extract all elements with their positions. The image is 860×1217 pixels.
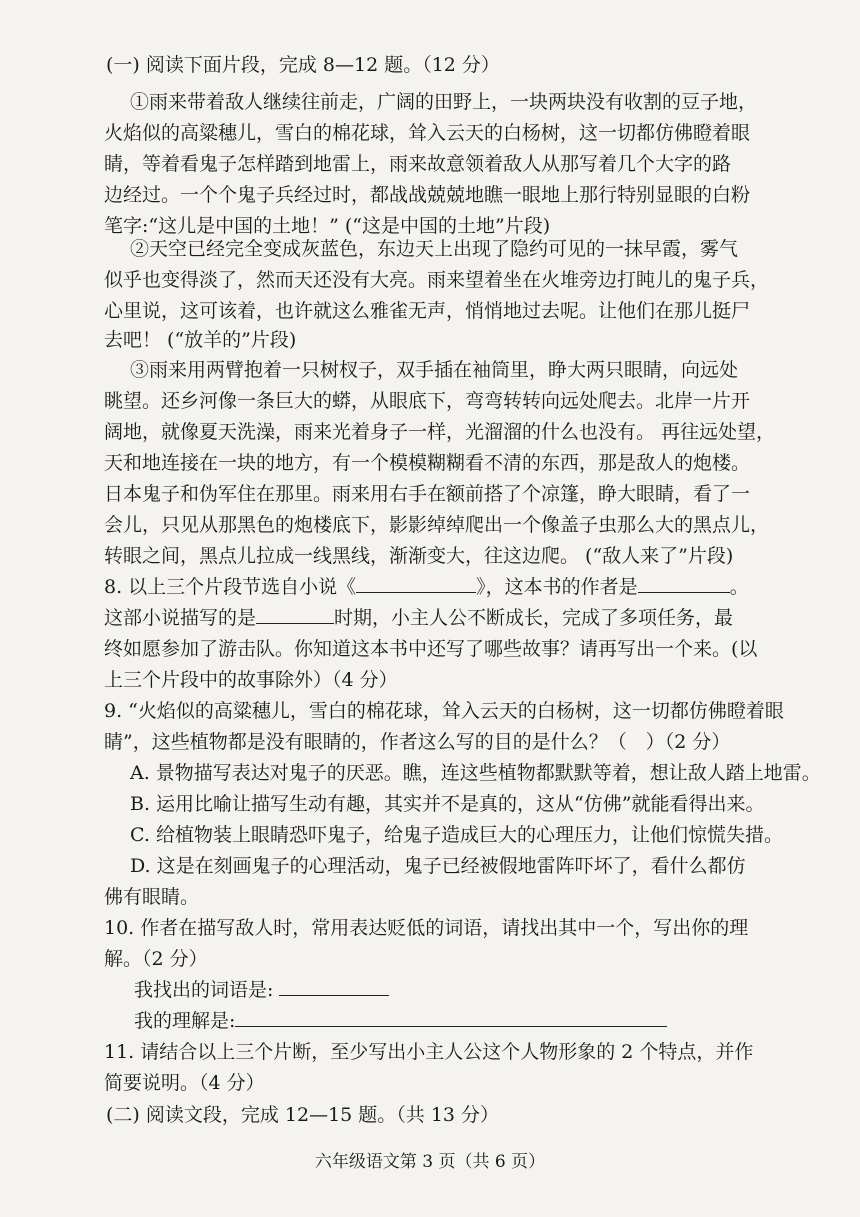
p3-line: 眺望。还乡河像一条巨大的蟒，从眼底下，弯弯转转向远处爬去。北岸一片开	[104, 390, 751, 412]
p1-line: 笔字:“这儿是中国的土地！” (“这是中国的土地”片段)	[104, 215, 551, 237]
p2-line: 心里说，这可该着，也许就这么雅雀无声，悄悄地过去呢。让他们在那儿挺尸	[104, 300, 751, 322]
q8-line-3: 终如愿参加了游击队。你知道这本书中还写了哪些故事？请再写出一个来。(以	[104, 638, 758, 660]
p3-line: 日本鬼子和伪军住在那里。雨来用右手在额前搭了个凉篷，睁大眼睛，看了一	[104, 483, 751, 505]
q9-option-a[interactable]: A. 景物描写表达对鬼子的厌恶。瞧，连这些植物都默默等着，想让敌人踏上地雷。	[130, 762, 821, 784]
p2-line: 似乎也变得淡了，然而天还没有大亮。雨来望着坐在火堆旁边打盹儿的鬼子兵，	[104, 269, 770, 291]
page-footer: 六年级语文第 3 页（共 6 页）	[314, 1152, 546, 1172]
p1-line: 火焰似的高粱穗儿，雪白的棉花球，耸入云天的白杨树，这一切都仿佛瞪着眼	[104, 122, 751, 144]
author-blank[interactable]	[638, 574, 730, 593]
p1-line: 边经过。一个个鬼子兵经过时，都战战兢兢地瞧一眼地上那行特别显眼的白粉	[104, 184, 751, 206]
q8-line-1: 8. 以上三个片段节选自小说《 》，这本书的作者是 。	[104, 576, 749, 598]
q9-line-1: 9. “火焰似的高粱穗儿，雪白的棉花球，耸入云天的白杨树，这一切都仿佛瞪着眼	[104, 700, 784, 722]
understanding-answer-blank[interactable]	[235, 1008, 667, 1027]
q9-option-d-cont: 佛有眼睛。	[104, 886, 200, 908]
p1-line: ①雨来带着敌人继续往前走，广阔的田野上，一块两块没有收割的豆子地，	[130, 91, 758, 113]
p3-line: 天和地连接在一块的地方，有一个模模糊糊看不清的东西，那是敌人的炮楼。	[104, 452, 751, 474]
q11-line-1: 11. 请结合以上三个片断，至少写出小主人公这个人物形象的 2 个特点，并作	[104, 1041, 754, 1063]
q10-line-1: 10. 作者在描写敌人时，常用表达贬低的词语，请找出其中一个，写出你的理	[104, 917, 749, 939]
section2-header: (二) 阅读文段，完成 12—15 题。（共 13 分）	[106, 1104, 500, 1126]
q11-line-2: 简要说明。（4 分）	[104, 1072, 265, 1094]
q9-option-c[interactable]: C. 给植物装上眼睛恐吓鬼子，给鬼子造成巨大的心理压力，让他们惊慌失措。	[130, 824, 783, 846]
section1-header: (一) 阅读下面片段，完成 8—12 题。（12 分）	[106, 54, 500, 76]
p2-line: ②天空已经完全变成灰蓝色，东边天上出现了隐约可见的一抹早霞，雾气	[130, 238, 739, 260]
q10-line-2: 解。（2 分）	[104, 948, 208, 970]
period-blank[interactable]	[256, 605, 334, 624]
book-title-blank[interactable]	[356, 574, 476, 593]
p3-line: 会儿，只见从那黑色的炮楼底下，影影绰绰爬出一个像盖子虫那么大的黑点儿，	[104, 514, 770, 536]
word-answer-blank[interactable]	[279, 977, 389, 996]
q9-option-d[interactable]: D. 这是在刻画鬼子的心理活动，鬼子已经被假地雷阵吓坏了，看什么都仿	[130, 855, 746, 877]
p3-line: 阔地，就像夏天洗澡，雨来光着身子一样，光溜溜的什么也没有。 再往远处望，	[104, 421, 776, 443]
p3-line: 转眼之间，黑点儿拉成一线黑线，渐渐变大，往这边爬。 (“敌人来了”片段)	[104, 545, 734, 567]
q10-understand-row: 我的理解是:	[134, 1008, 667, 1034]
p3-line: ③雨来用两臂抱着一只树杈子，双手插在袖筒里，睁大两只眼睛，向远处	[130, 359, 739, 381]
p1-line: 睛，等着看鬼子怎样踏到地雷上，雨来故意领着敌人从那写着几个大字的路	[104, 153, 732, 175]
q10-word-row: 我找出的词语是:	[134, 977, 389, 1003]
q8-line-2: 这部小说描写的是 时期，小主人公不断成长，完成了多项任务，最	[104, 607, 734, 629]
q9-line-2: 睛”，这些植物都是没有眼睛的，作者这么写的目的是什么？（ ）（2 分）	[104, 731, 731, 753]
q9-option-b[interactable]: B. 运用比喻让描写生动有趣，其实并不是真的，这从“仿佛”就能看得出来。	[130, 793, 765, 815]
q8-line-4: 上三个片段中的故事除外）（4 分）	[104, 669, 398, 691]
p2-line: 去吧！ (“放羊的”片段)	[104, 329, 297, 351]
